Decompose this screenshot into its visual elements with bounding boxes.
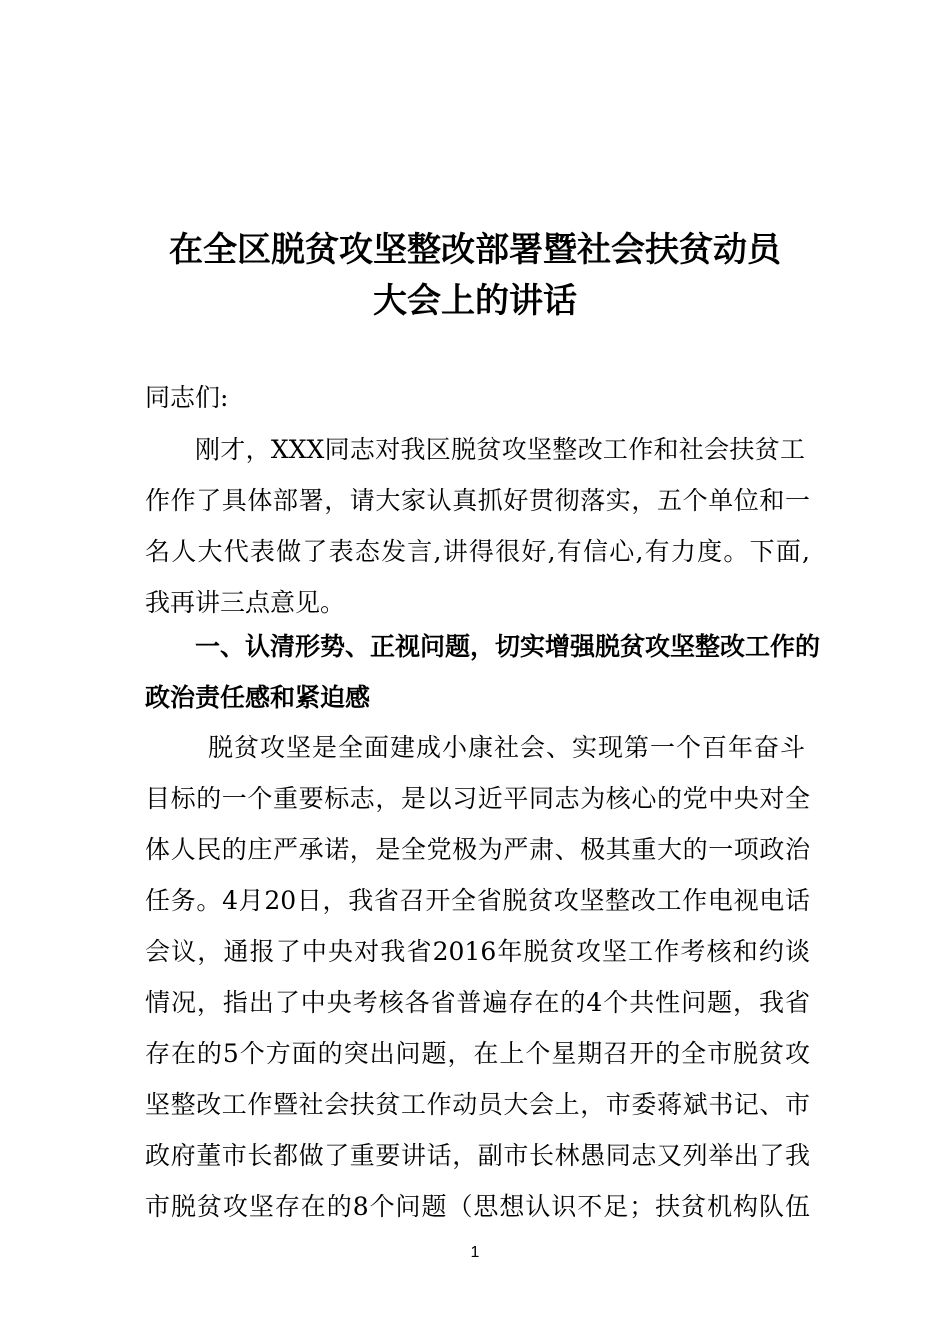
document-title-line-1: 在全区脱贫攻坚整改部署暨社会扶贫动员 [169,230,781,270]
paragraph-2-line: 目标的一个重要标志，是以习近平同志为核心的党中央对全 [145,784,810,813]
page-number: 1 [470,1244,480,1261]
paragraph-2-line: 会议，通报了中央对我省2016年脱贫攻坚工作考核和约谈 [145,937,810,966]
paragraph-2-line: 体人民的庄严承诺，是全党极为严肃、极其重大的一项政治 [145,835,810,864]
salutation: 同志们: [145,383,229,412]
paragraph-1-line: 作作了具体部署，请大家认真抓好贯彻落实，五个单位和一 [145,486,810,515]
paragraph-2-line: 市脱贫攻坚存在的8个问题（思想认识不足；扶贫机构队伍 [145,1192,810,1221]
paragraph-1-line: 我再讲三点意见。 [145,588,346,617]
document-title-line-2: 大会上的讲话 [373,281,577,321]
section-heading-1-line: 政治责任感和紧迫感 [145,683,371,712]
paragraph-2-line: 任务。4月20日，我省召开全省脱贫攻坚整改工作电视电话 [145,886,810,915]
paragraph-2-line: 存在的5个方面的突出问题，在上个星期召开的全市脱贫攻 [145,1039,810,1068]
section-heading-1-line: 一、认清形势、正视问题，切实增强脱贫攻坚整改工作的 [195,632,821,661]
paragraph-1-line: 刚才，XXX同志对我区脱贫攻坚整改工作和社会扶贫工 [195,435,805,464]
paragraph-2-line: 坚整改工作暨社会扶贫工作动员大会上，市委蒋斌书记、市 [145,1090,810,1119]
paragraph-2-line: 情况，指出了中央考核各省普遍存在的4个共性问题，我省 [145,988,810,1017]
paragraph-1-line: 名人大代表做了表态发言,讲得很好,有信心,有力度。下面, [145,537,810,566]
paragraph-2-line: 脱贫攻坚是全面建成小康社会、实现第一个百年奋斗 [208,733,805,762]
paragraph-2-line: 政府董市长都做了重要讲话，副市长林愚同志又列举出了我 [145,1141,810,1170]
